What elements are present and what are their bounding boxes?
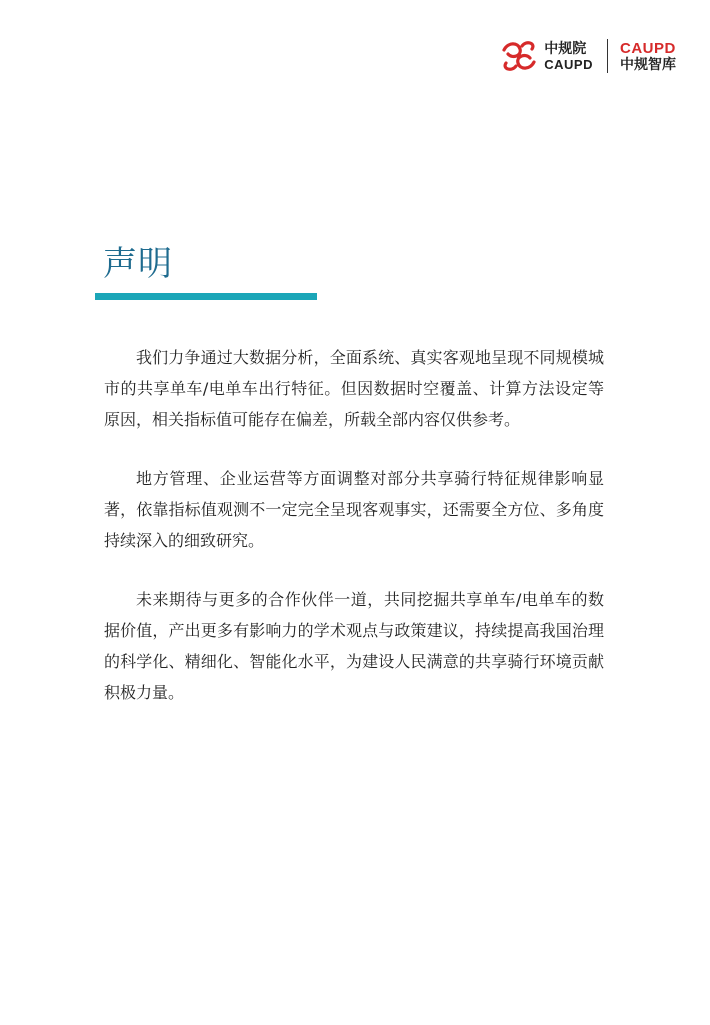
logo-left-text: [544, 42, 593, 71]
logo-left-cn: 中规院: [544, 40, 587, 57]
page-title: 声明: [103, 244, 173, 284]
title-underline: [95, 293, 317, 300]
logo-divider: [607, 39, 608, 73]
statement-paragraph-2: 地方管理、企业运营等方面调整对部分共享骑行特征规律影响显著，依靠指标值观测不一定完全呈现客观事实，还需要全方位、多角度持续深入的细致研究。: [104, 469, 604, 550]
logo-left-en: CAUPD: [544, 56, 593, 72]
header-logos: [498, 38, 676, 74]
logo-right-cn: 中规智库: [620, 56, 676, 73]
logo-right-text: [620, 41, 676, 72]
statement-paragraph-3: 未来期待与更多的合作伙伴一道，共同挖掘共享单车/电单车的数据价值，产出更多有影响力的学术观点与政策建议，持续提高我国治理的科学化、精细化、智能化水平，为建设人民满意的共享骑行环境贡献积极力量。: [104, 590, 604, 702]
logo-right-en: CAUPD: [620, 39, 676, 57]
statement-body: [104, 342, 604, 736]
caupd-logo-icon: [498, 39, 540, 73]
statement-paragraph-1: 我们力争通过大数据分析，全面系统、真实客观地呈现不同规模城市的共享单车/电单车出行特征。但因数据时空覆盖、计算方法设定等原因，相关指标值可能存在偏差，所载全部内容仅供参考。: [104, 348, 604, 429]
